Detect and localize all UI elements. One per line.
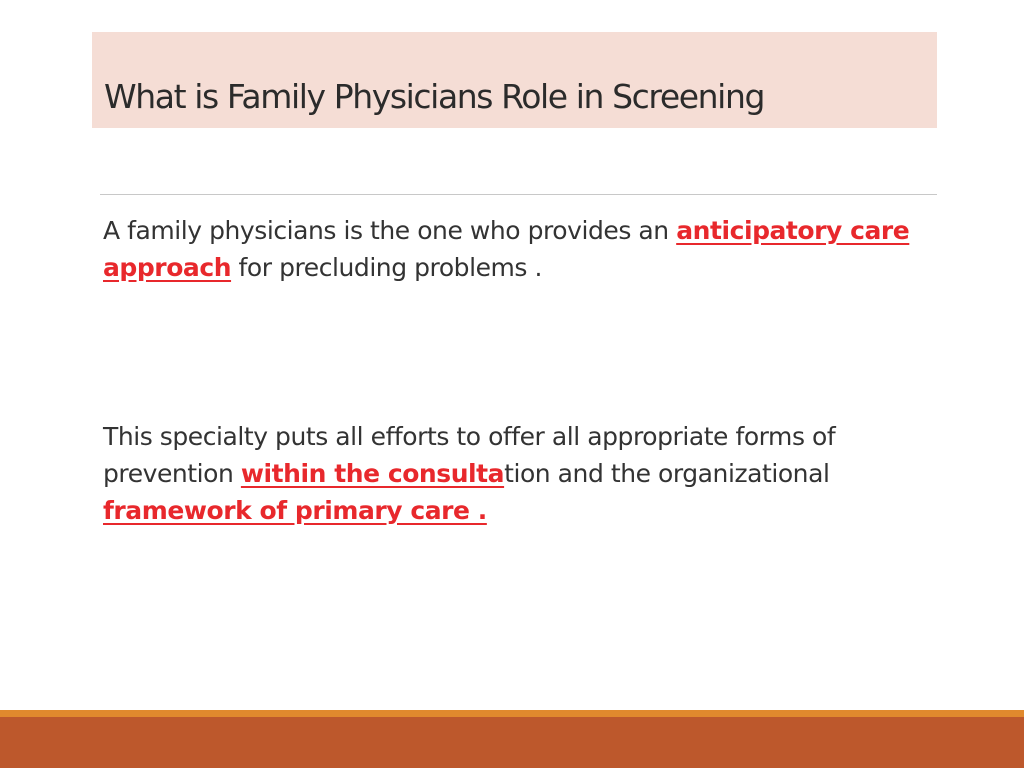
title-divider <box>100 194 937 195</box>
paragraph-anticipatory-care <box>103 212 933 286</box>
highlight-anticipatory-care-approach: anticipatory care approach <box>103 216 910 282</box>
paragraph-2-text-a: This specialty puts all efforts to offer all appropriate forms of prevention <box>103 422 836 488</box>
footer-band <box>0 717 1024 768</box>
paragraph-2-text-b: tion and the organizational <box>504 459 830 488</box>
highlight-within-the-consultation: within the consulta <box>240 459 505 488</box>
paragraph-1-text-a: A family physicians is the one who provides an <box>103 216 677 245</box>
slide-title: What is Family Physicians Role in Screening <box>104 77 765 116</box>
paragraph-1-text-b: for precluding problems . <box>231 253 542 282</box>
highlight-framework-of-primary-care: framework of primary care . <box>103 496 487 525</box>
footer-accent-line <box>0 710 1024 717</box>
paragraph-prevention <box>103 418 933 529</box>
